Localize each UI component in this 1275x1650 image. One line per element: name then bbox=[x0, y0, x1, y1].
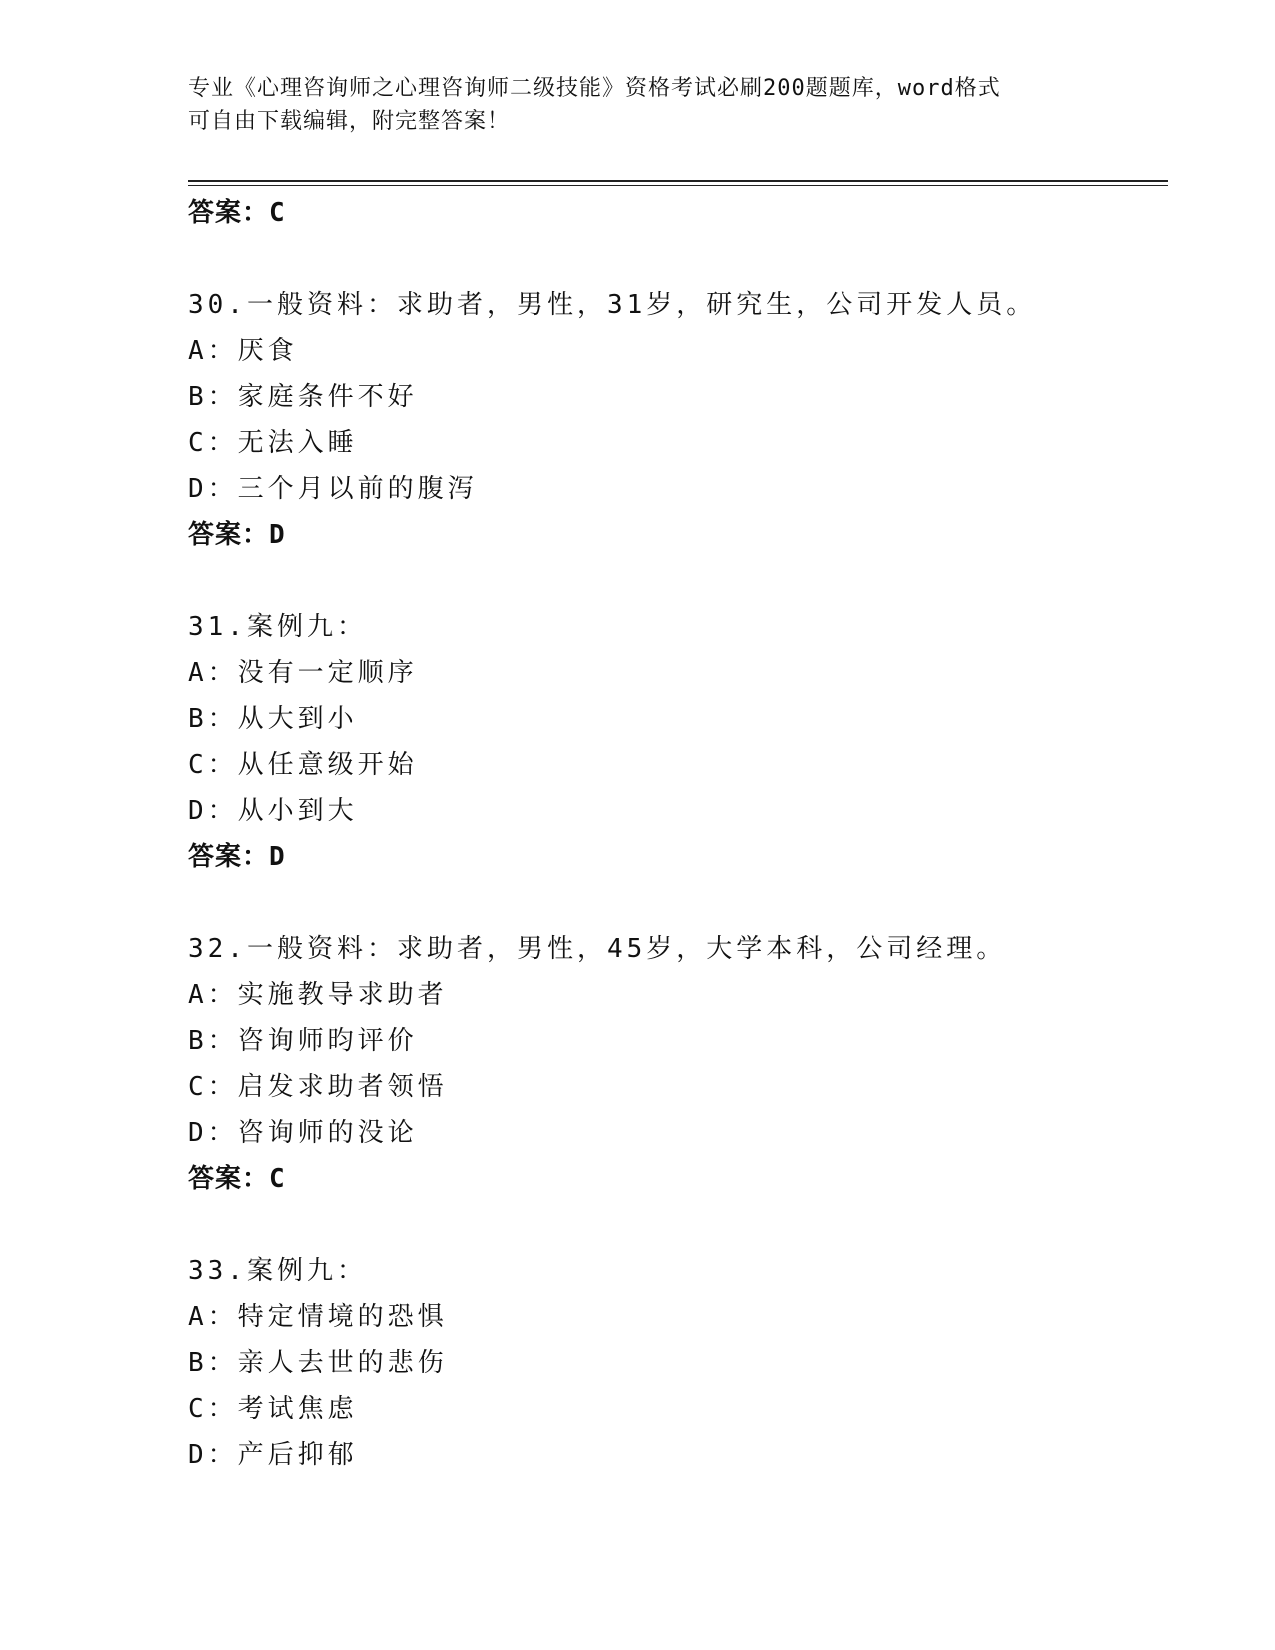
document-header bbox=[188, 72, 1088, 138]
spacer bbox=[188, 1202, 1168, 1248]
question-block bbox=[188, 926, 1168, 1202]
header-line-2: 可自由下载编辑，附完整答案！ bbox=[188, 109, 511, 134]
question-block bbox=[188, 1248, 1168, 1478]
answer-line bbox=[188, 190, 1168, 236]
option-c: C：启发求助者领悟 bbox=[188, 1072, 448, 1102]
answer-value: D bbox=[269, 842, 285, 872]
option-b: B：从大到小 bbox=[188, 704, 358, 734]
option-d: D：产后抑郁 bbox=[188, 1440, 358, 1470]
option-a: A：特定情境的恐惧 bbox=[188, 1302, 448, 1332]
answer-label: 答案： bbox=[188, 842, 270, 872]
option-a: A：没有一定顺序 bbox=[188, 658, 418, 688]
option-c: C：考试焦虑 bbox=[188, 1394, 358, 1424]
spacer bbox=[188, 236, 1168, 282]
answer-line bbox=[188, 1156, 1168, 1202]
question-stem: 32.一般资料：求助者，男性，45岁，大学本科，公司经理。 bbox=[188, 934, 1007, 964]
option-d: D：从小到大 bbox=[188, 796, 358, 826]
answer-value: C bbox=[269, 198, 285, 228]
answer-label: 答案： bbox=[188, 198, 270, 228]
option-a: A：厌食 bbox=[188, 336, 298, 366]
question-block bbox=[188, 282, 1168, 558]
option-c: C：无法入睡 bbox=[188, 428, 358, 458]
answer-label: 答案： bbox=[188, 520, 270, 550]
question-stem: 30.一般资料：求助者，男性，31岁，研究生，公司开发人员。 bbox=[188, 290, 1037, 320]
answer-line bbox=[188, 834, 1168, 880]
question-stem: 31.案例九： bbox=[188, 612, 367, 642]
option-a: A：实施教导求助者 bbox=[188, 980, 448, 1010]
answer-line bbox=[188, 512, 1168, 558]
spacer bbox=[188, 880, 1168, 926]
answer-value: C bbox=[269, 1164, 285, 1194]
header-divider-thin bbox=[188, 185, 1168, 186]
option-d: D：咨询师的没论 bbox=[188, 1118, 418, 1148]
answer-value: D bbox=[269, 520, 285, 550]
question-stem: 33.案例九： bbox=[188, 1256, 367, 1286]
question-list bbox=[188, 190, 1168, 1478]
option-b: B：咨询师昀评价 bbox=[188, 1026, 418, 1056]
spacer bbox=[188, 558, 1168, 604]
option-d: D：三个月以前的腹泻 bbox=[188, 474, 478, 504]
header-line-1: 专业《心理咨询师之心理咨询师二级技能》资格考试必刷200题题库，word格式 bbox=[188, 76, 1001, 101]
answer-label: 答案： bbox=[188, 1164, 270, 1194]
question-block bbox=[188, 604, 1168, 880]
option-b: B：亲人去世的悲伤 bbox=[188, 1348, 448, 1378]
option-c: C：从任意级开始 bbox=[188, 750, 418, 780]
header-divider bbox=[188, 180, 1168, 182]
option-b: B：家庭条件不好 bbox=[188, 382, 418, 412]
